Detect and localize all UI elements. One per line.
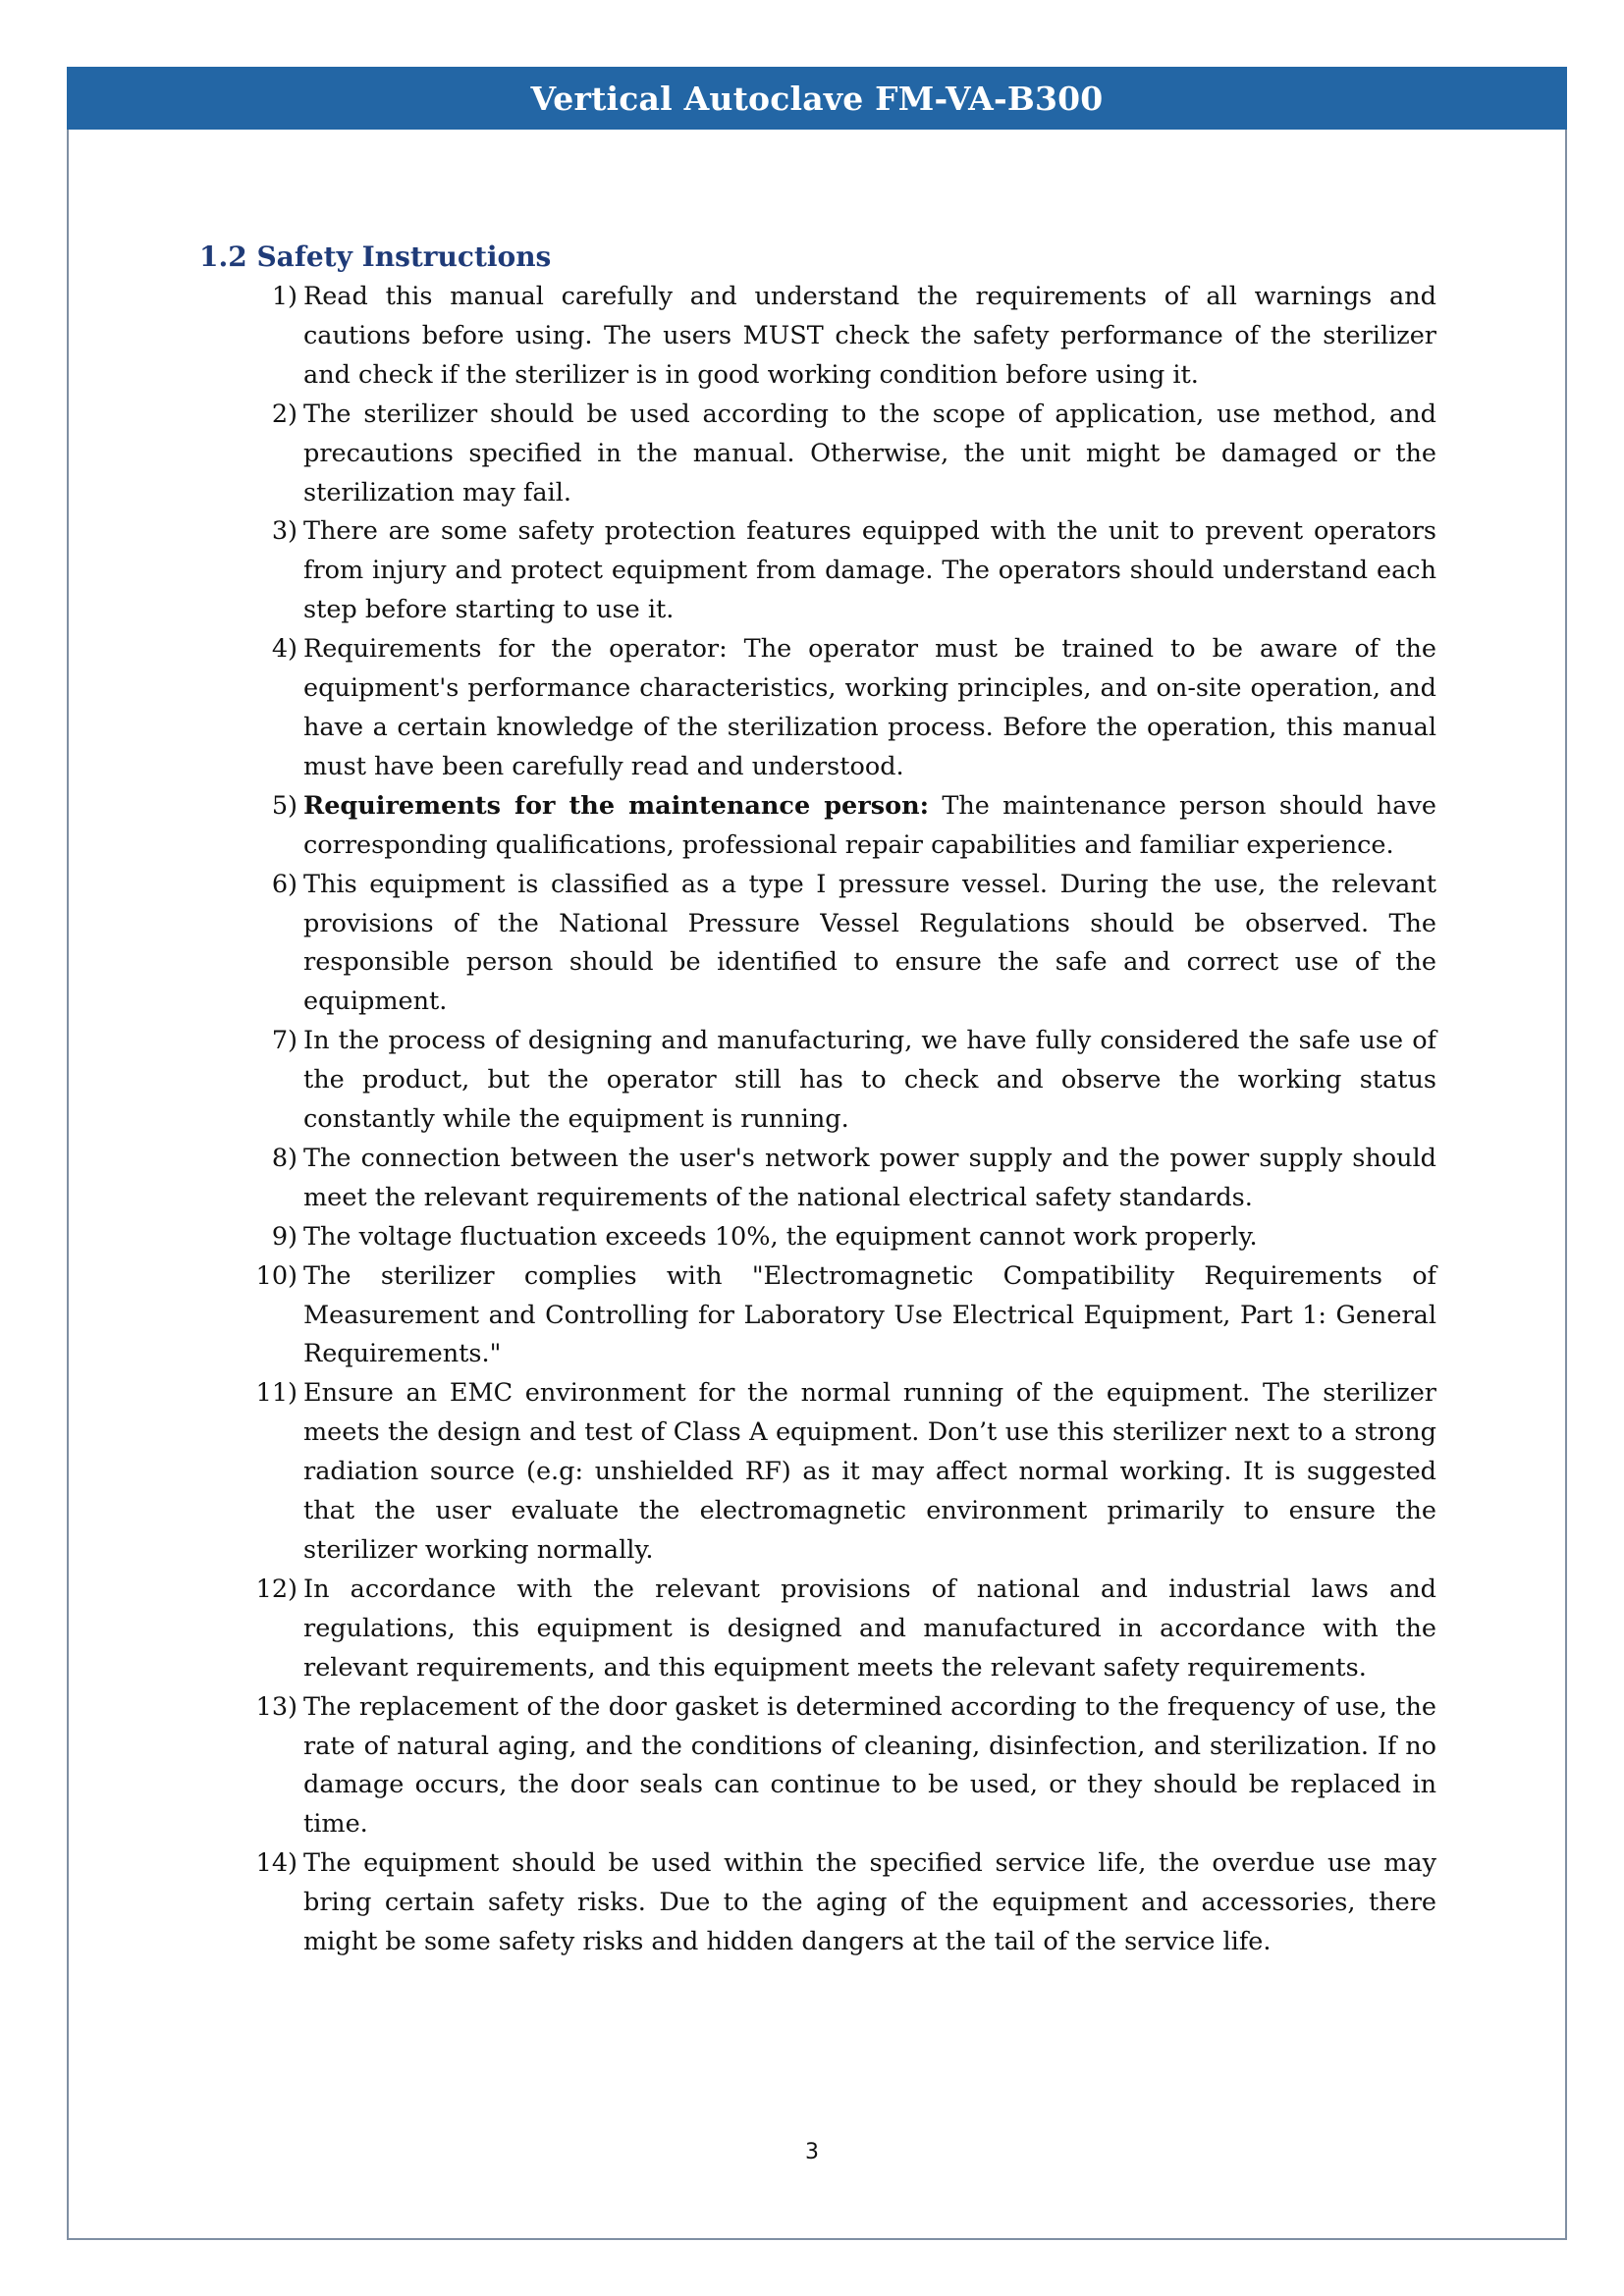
list-item-text: [298, 512, 1436, 630]
list-item-number: 3): [271, 516, 298, 547]
list-item-text: [298, 1844, 1436, 1962]
list-item-number: 12): [255, 1574, 298, 1604]
list-item-number: 7): [271, 1026, 298, 1056]
list-item-number: 1): [271, 282, 298, 311]
list-item: [199, 396, 1436, 513]
list-item-text: [298, 396, 1436, 513]
list-item-body: There are some safety protection features equipped with the unit to prevent operators from injury and protect equipment from damage. The operators should understand each step before starting to use it.: [303, 516, 1436, 625]
list-item: [199, 787, 1436, 866]
list-item-text: [298, 630, 1436, 787]
list-item: [199, 1140, 1436, 1218]
document-title: Vertical Autoclave FM-VA-B300: [530, 79, 1104, 118]
safety-instructions-list: [199, 278, 1436, 1962]
list-item: [199, 866, 1436, 1023]
list-item-number: 11): [255, 1378, 298, 1409]
list-item-text: [298, 1218, 1436, 1257]
document-header: [67, 67, 1567, 130]
list-item-text: [298, 1688, 1436, 1845]
list-item: [199, 1022, 1436, 1140]
page-number: 3: [805, 2140, 819, 2164]
list-item-body: The sterilizer complies with "Electromagnetic Compatibility Requirements of Measurement and Controlling for Laboratory Use Electrical Equipment, Part 1: General Requirements.": [303, 1260, 1436, 1369]
list-item-number: 10): [255, 1260, 298, 1291]
list-item-number: 6): [271, 869, 298, 899]
list-item-body: The replacement of the door gasket is determined according to the frequency of use, the rate of natural aging, and the conditions of cleaning, disinfection, and sterilization. If no damage occurs, the door seals can continue to be used, or they should be replaced in time.: [303, 1691, 1436, 1840]
list-item-text: [298, 1022, 1436, 1140]
list-item-number: 8): [271, 1143, 298, 1173]
list-item-body: Read this manual carefully and understand the requirements of all warnings and cautions before using. The users MUST check the safety performance of the sterilizer and check if the sterilizer is in good working condition before using it.: [303, 282, 1436, 390]
list-item-body: In accordance with the relevant provisions of national and industrial laws and regulations, this equipment is designed and manufactured in accordance with the relevant requirements, and this equipment meets the relevant safety requirements.: [303, 1574, 1436, 1682]
list-item: [199, 278, 1436, 396]
list-item-number: 2): [271, 399, 298, 429]
page-content: [199, 239, 1436, 1962]
list-item: [199, 1374, 1436, 1571]
list-item-text: [298, 1571, 1436, 1688]
list-item: [199, 1257, 1436, 1375]
list-item-text: [298, 866, 1436, 1023]
list-item-body: The equipment should be used within the specified service life, the overdue use may bring certain safety risks. Due to the aging of the equipment and accessories, there might be some safety risks and hidden dangers at the tail of the service life.: [303, 1848, 1436, 1957]
list-item-text: [298, 787, 1436, 866]
list-item-text: [298, 1257, 1436, 1375]
list-item-number: 5): [271, 790, 298, 821]
list-item-body: The maintenance person should have corresponding qualifications, professional repair capabilities and familiar experience.: [303, 790, 1437, 860]
list-item-body: The connection between the user's network power supply and the power supply should meet the relevant requirements of the national electrical safety standards.: [303, 1143, 1436, 1212]
list-item-body: In the process of designing and manufacturing, we have fully considered the safe use of the product, but the operator still has to check and observe the working status constantly while the equipment is running.: [303, 1026, 1436, 1135]
list-item: [199, 1844, 1436, 1962]
section-title: 1.2 Safety Instructions: [199, 240, 552, 273]
list-item: [199, 512, 1436, 630]
list-item-number: 14): [255, 1848, 298, 1879]
list-item: [199, 1688, 1436, 1845]
list-item-text: [298, 278, 1436, 396]
list-item-bold: Requirements for the maintenance person:: [303, 790, 930, 821]
list-item-number: 9): [271, 1221, 298, 1252]
list-item: [199, 1571, 1436, 1688]
list-item-body: The voltage fluctuation exceeds 10%, the equipment cannot work properly.: [303, 1221, 1258, 1252]
list-item: [199, 1218, 1436, 1257]
list-item-body: This equipment is classified as a type I pressure vessel. During the use, the relevant provisions of the National Pressure Vessel Regulations should be observed. The responsible person should be identified to ensure the safe and correct use of the equipment.: [303, 869, 1436, 1017]
list-item-number: 13): [255, 1691, 298, 1722]
list-item-text: [298, 1374, 1436, 1571]
list-item-body: Requirements for the operator: The operator must be trained to be aware of the equipment's performance characteristics, working principles, and on-site operation, and have a certain knowledge of the sterilization process. Before the operation, this manual must have been carefully read and understood.: [303, 634, 1436, 781]
list-item: [199, 630, 1436, 787]
list-item-body: The sterilizer should be used according to the scope of application, use method, and precautions specified in the manual. Otherwise, the unit might be damaged or the sterilization may fail.: [303, 399, 1436, 507]
list-item-number: 4): [271, 634, 298, 665]
list-item-body: Ensure an EMC environment for the normal running of the equipment. The sterilizer meets the design and test of Class A equipment. Don’t use this sterilizer next to a strong radiation source (e.g: unshielded RF) as it may affect normal working. It is suggested that the user evaluate the electromagnetic environment primarily to ensure the sterilizer working normally.: [303, 1378, 1436, 1565]
list-item-text: [298, 1140, 1436, 1218]
